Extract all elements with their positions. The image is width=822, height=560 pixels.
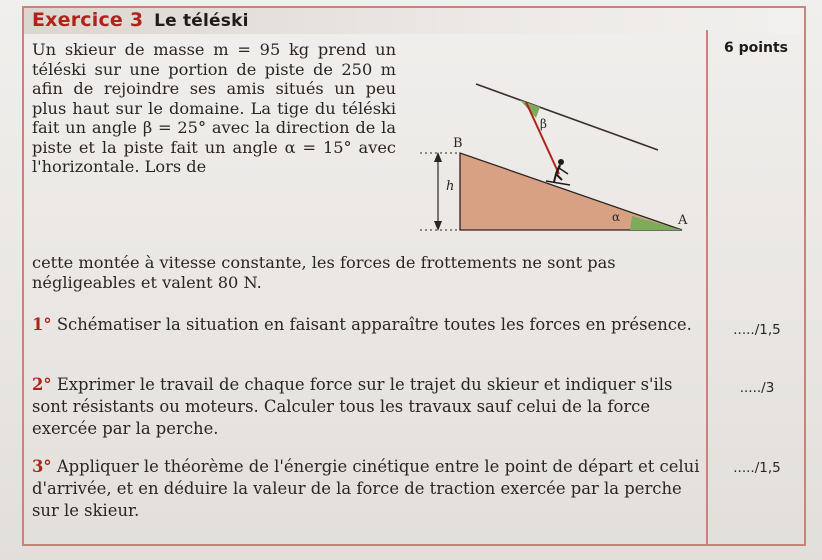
intro-text-continued: cette montée à vitesse constante, les forces de frottements ne sont pas négligeables et valent 80 N. [32, 253, 616, 292]
question-1 [32, 314, 700, 336]
question-3-text: Appliquer le théorème de l'énergie cinétique entre le point de départ et celui d'arrivée, et en déduire la valeur de la force de traction exercée par la perche sur le skieur. [32, 457, 700, 520]
points-total: 6 points [723, 40, 789, 56]
skier-figure [546, 159, 570, 185]
ski-lift-cable [476, 84, 658, 150]
question-3-score: ...../1,5 [733, 460, 781, 476]
label-h: h [446, 179, 455, 194]
exercise-title [32, 9, 249, 31]
label-A: A [678, 213, 688, 228]
question-2-text: Exprimer le travail de chaque force sur le trajet du skieur et indiquer s'ils sont résistants ou moteurs. Calculer tous les travaux sauf celui de la force exercée par la perche. [32, 375, 673, 438]
question-1-number: 1° [32, 315, 52, 334]
label-beta: β [540, 117, 547, 131]
exercise-subtitle: Le téléski [154, 11, 249, 31]
label-alpha: α [612, 210, 621, 224]
question-3 [32, 456, 700, 522]
question-2 [32, 374, 700, 440]
question-2-number: 2° [32, 375, 52, 394]
score-column-divider [706, 30, 708, 546]
question-3-number: 3° [32, 457, 52, 476]
slope-triangle [460, 153, 682, 230]
question-2-score: ...../3 [739, 380, 775, 396]
exercise-number: Exercice 3 [32, 9, 144, 31]
ski-lift-diagram [420, 70, 688, 240]
question-1-score: ...../1,5 [733, 322, 781, 338]
label-B: B [453, 136, 463, 151]
question-1-text: Schématiser la situation en faisant apparaître toutes les forces en présence. [56, 315, 692, 334]
alpha-angle-wedge [630, 216, 682, 230]
intro-text: Un skieur de masse m = 95 kg prend un téléski sur une portion de piste de 250 m afin de rejoindre ses amis situés un peu plus haut sur le domaine. La tige du téléski fait un angle β = 25° avec la direction de la piste et la piste fait un angle α = 15° avec l'horizontale. Lors de [32, 40, 396, 176]
